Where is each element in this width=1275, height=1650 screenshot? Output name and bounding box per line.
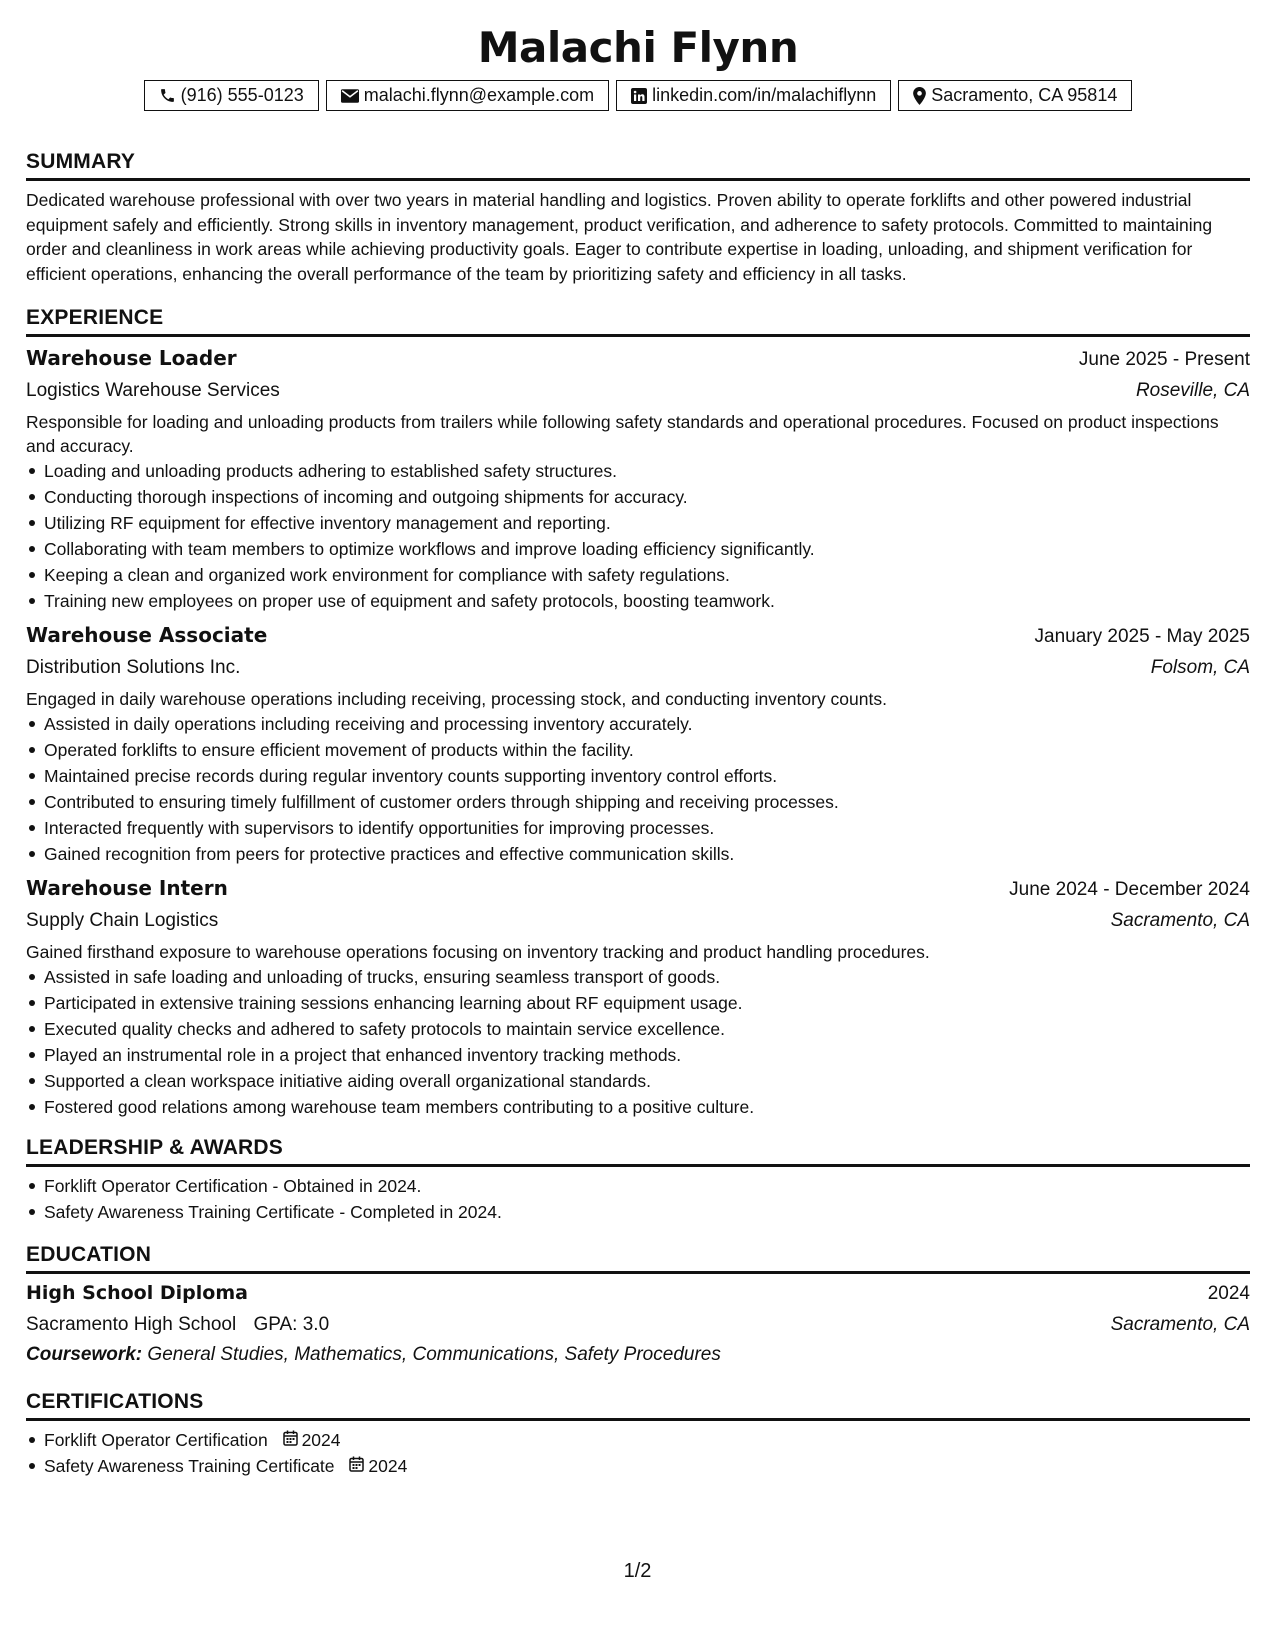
linkedin-url: linkedin.com/in/malachiflynn: [652, 85, 877, 105]
list-item: Keeping a clean and organized work environment for compliance with safety regulations.: [26, 562, 1250, 588]
school-name: Sacramento High School: [26, 1314, 237, 1335]
map-pin-icon: [913, 87, 926, 105]
job-bullets: [26, 711, 1250, 867]
envelope-icon: [341, 89, 359, 103]
list-item: [26, 1427, 1250, 1453]
certifications-list: [26, 1427, 1250, 1479]
list-item: [26, 1453, 1250, 1479]
list-item: Conducting thorough inspections of incoming and outgoing shipments for accuracy.: [26, 484, 1250, 510]
job-location: Folsom, CA: [1150, 657, 1250, 678]
list-item: Utilizing RF equipment for effective inventory management and reporting.: [26, 510, 1250, 536]
email-address: malachi.flynn@example.com: [363, 85, 595, 105]
contact-phone[interactable]: [144, 80, 319, 111]
job-bullets: [26, 458, 1250, 614]
school-location: Sacramento, CA: [1110, 1314, 1250, 1335]
leadership-list: [26, 1173, 1250, 1225]
job-location: Roseville, CA: [1135, 380, 1250, 401]
list-item: Participated in extensive training sessions enhancing learning about RF equipment usage.: [26, 990, 1250, 1016]
list-item: Assisted in safe loading and unloading of trucks, ensuring seamless transport of goods.: [26, 964, 1250, 990]
calendar-icon: [283, 1427, 298, 1453]
job-title: Warehouse Associate: [26, 623, 268, 647]
job-dates: June 2025 - Present: [1078, 349, 1250, 370]
section-title: LEADERSHIP & AWARDS: [26, 1134, 1250, 1167]
job-location: Sacramento, CA: [1110, 910, 1250, 931]
job-description: Responsible for loading and unloading products from trailers while following safety standards and operational procedures. Focused on product inspections and accuracy.: [26, 412, 1219, 456]
list-item: Executed quality checks and adhered to safety protocols to maintain service excellence.: [26, 1016, 1250, 1042]
job-dates: January 2025 - May 2025: [1034, 626, 1250, 647]
job-entry: [26, 343, 1250, 614]
job-entry: [26, 620, 1250, 867]
list-item: Played an instrumental role in a project that enhanced inventory tracking methods.: [26, 1042, 1250, 1068]
company-name: Supply Chain Logistics: [26, 910, 219, 931]
certification-name: Forklift Operator Certification: [44, 1430, 268, 1450]
section-title: SUMMARY: [26, 148, 1250, 181]
list-item: Forklift Operator Certification - Obtained in 2024.: [26, 1173, 1250, 1199]
certification-year: 2024: [301, 1430, 341, 1450]
page-number: 1/2: [623, 1560, 652, 1582]
certification-year: 2024: [368, 1456, 408, 1476]
contact-linkedin[interactable]: [616, 80, 891, 111]
job-title: Warehouse Intern: [26, 876, 228, 900]
list-item: Fostered good relations among warehouse team members contributing to a positive culture.: [26, 1094, 1250, 1120]
list-item: Safety Awareness Training Certificate - Completed in 2024.: [26, 1199, 1250, 1225]
coursework-list: General Studies, Mathematics, Communications, Safety Procedures: [147, 1344, 721, 1365]
section-title: CERTIFICATIONS: [26, 1388, 1250, 1421]
job-entry: [26, 873, 1250, 1120]
contact-bar: [26, 80, 1250, 111]
contact-email[interactable]: [326, 80, 609, 111]
certifications-section: [26, 1388, 1250, 1479]
gpa: GPA: 3.0: [253, 1314, 330, 1335]
list-item: Interacted frequently with supervisors to identify opportunities for improving processes.: [26, 815, 1250, 841]
list-item: Assisted in daily operations including receiving and processing inventory accurately.: [26, 711, 1250, 737]
location-text: Sacramento, CA 95814: [931, 85, 1118, 105]
list-item: Maintained precise records during regular inventory counts supporting inventory control efforts.: [26, 763, 1250, 789]
education-section: [26, 1241, 1250, 1370]
contact-location[interactable]: [898, 80, 1132, 111]
certification-name: Safety Awareness Training Certificate: [44, 1456, 335, 1476]
summary-section: [26, 148, 1250, 286]
section-title: EDUCATION: [26, 1241, 1250, 1274]
job-description: Gained firsthand exposure to warehouse operations focusing on inventory tracking and product handling procedures.: [26, 942, 930, 962]
linkedin-icon: [631, 88, 647, 104]
candidate-name: Malachi Flynn: [477, 23, 799, 72]
leadership-section: [26, 1134, 1250, 1225]
job-bullets: [26, 964, 1250, 1120]
summary-text: Dedicated warehouse professional with over two years in material handling and logistics. Proven ability to operate forklifts and other powered industrial equipment safely and efficiently. Strong skills in inventory management, product verification, and adherence to safety protocols. Committed to maintaining order and cleanliness in work areas while achieving productivity goals. Eager to contribute expertise in loading, unloading, and shipment verification for efficient operations, enhancing the overall performance of the team by prioritizing safety and efficiency in all tasks.: [26, 190, 1213, 284]
list-item: Supported a clean workspace initiative aiding overall organizational standards.: [26, 1068, 1250, 1094]
degree-title: High School Diploma: [26, 1282, 248, 1304]
resume-page: [26, 20, 1250, 1479]
list-item: Collaborating with team members to optimize workflows and improve loading efficiency significantly.: [26, 536, 1250, 562]
list-item: Operated forklifts to ensure efficient movement of products within the facility.: [26, 737, 1250, 763]
job-description: Engaged in daily warehouse operations including receiving, processing stock, and conducting inventory counts.: [26, 689, 887, 709]
list-item: Training new employees on proper use of equipment and safety protocols, boosting teamwork.: [26, 588, 1250, 614]
experience-section: [26, 304, 1250, 1120]
list-item: Loading and unloading products adhering to established safety structures.: [26, 458, 1250, 484]
company-name: Logistics Warehouse Services: [26, 380, 280, 401]
list-item: Contributed to ensuring timely fulfillment of customer orders through shipping and receiving processes.: [26, 789, 1250, 815]
phone-number: (916) 555-0123: [180, 85, 304, 105]
calendar-icon: [349, 1453, 364, 1479]
coursework-label: Coursework:: [26, 1344, 143, 1365]
phone-icon: [159, 87, 176, 104]
company-name: Distribution Solutions Inc.: [26, 657, 241, 678]
job-dates: June 2024 - December 2024: [1009, 879, 1250, 900]
graduation-year: 2024: [1207, 1283, 1250, 1304]
list-item: Gained recognition from peers for protective practices and effective communication skills.: [26, 841, 1250, 867]
job-title: Warehouse Loader: [26, 346, 237, 370]
section-title: EXPERIENCE: [26, 304, 1250, 337]
coursework: [26, 1340, 1250, 1370]
